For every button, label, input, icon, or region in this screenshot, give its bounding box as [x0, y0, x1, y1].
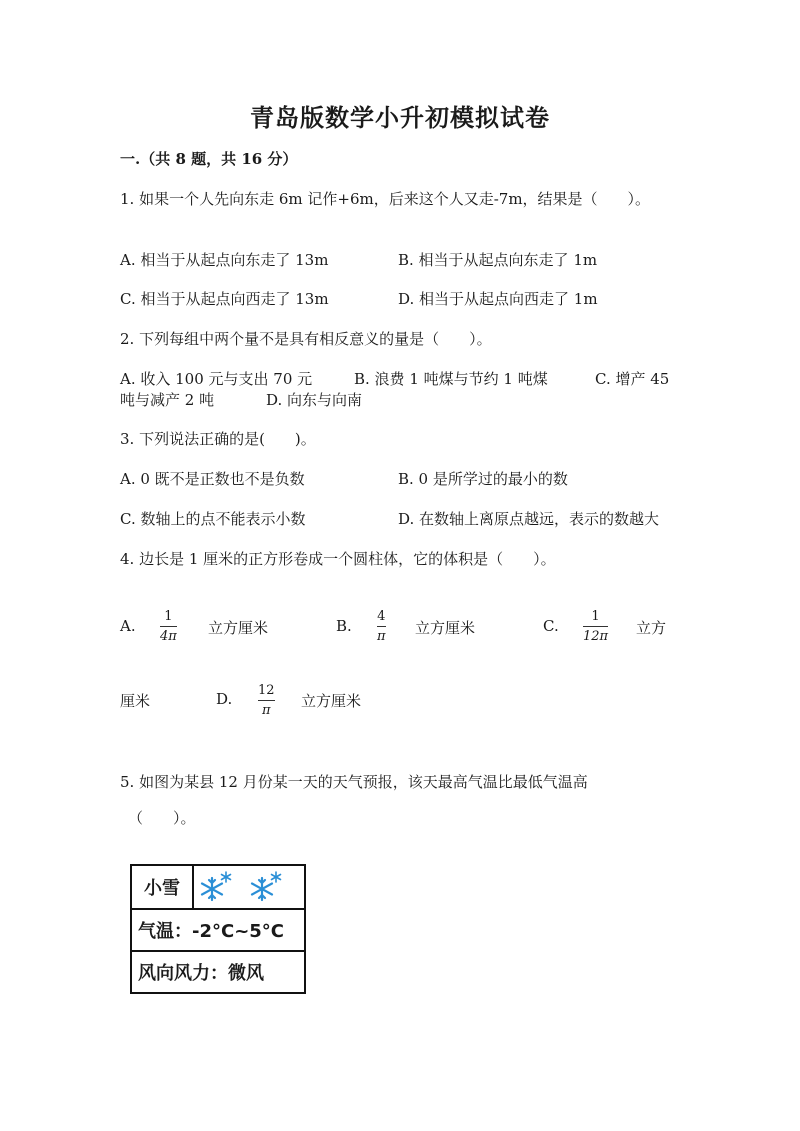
weather-condition-label: 小雪 [132, 866, 194, 908]
question-2-option-c: C. 增产 45 [595, 370, 670, 388]
question-4-option-c-unit: 立方 [636, 619, 667, 637]
question-4-option-b-label: B. [336, 617, 352, 635]
question-2-option-a: A. 收入 100 元与支出 70 元 [120, 370, 313, 388]
fraction-bar [583, 626, 608, 627]
fraction-bar [377, 626, 386, 627]
question-4-option-d-label: D. [216, 690, 233, 708]
weather-row-wind [132, 952, 304, 992]
question-4-option-d-unit: 立方厘米 [301, 692, 362, 710]
snowflake-icon [248, 870, 284, 904]
page-title: 青岛版数学小升初模拟试卷 [250, 103, 550, 132]
fraction-numerator: 4 [377, 609, 386, 624]
fraction-numerator: 12 [258, 683, 275, 698]
question-3-stem: 3. 下列说法正确的是( )。 [120, 430, 316, 448]
fraction-denominator: 12π [583, 629, 609, 644]
fraction-bar [258, 700, 275, 701]
question-4-option-c-unit-cont: 厘米 [120, 692, 151, 710]
weather-forecast-card [130, 864, 306, 994]
question-1-option-a: A. 相当于从起点向东走了 13m [120, 251, 329, 269]
weather-row-condition [132, 866, 304, 910]
question-3-option-b: B. 0 是所学过的最小的数 [398, 470, 568, 488]
question-2-option-d: D. 向东与向南 [266, 391, 363, 409]
question-4-option-b-unit: 立方厘米 [415, 619, 476, 637]
question-1-option-d: D. 相当于从起点向西走了 1m [398, 290, 598, 308]
question-1-stem: 1. 如果一个人先向东走 6m 记作+6m，后来这个人又走-7m，结果是（ ）。 [120, 190, 651, 208]
question-2-option-b: B. 浪费 1 吨煤与节约 1 吨煤 [354, 370, 548, 388]
question-3-option-a: A. 0 既不是正数也不是负数 [120, 470, 305, 488]
question-2-stem: 2. 下列每组中两个量不是具有相反意义的量是（ ）。 [120, 330, 492, 348]
question-4-option-a-label: A. [120, 617, 136, 635]
question-3-option-d: D. 在数轴上离原点越远，表示的数越大 [398, 510, 660, 528]
question-5-stem: 5. 如图为某县 12 月份某一天的天气预报，该天最高气温比最低气温高 [120, 773, 588, 791]
question-4-option-b-fraction [377, 608, 386, 645]
fraction-denominator: π [262, 703, 271, 718]
question-3-option-c: C. 数轴上的点不能表示小数 [120, 510, 306, 528]
question-4-option-c-fraction [583, 608, 608, 645]
question-1-option-b: B. 相当于从起点向东走了 1m [398, 251, 598, 269]
question-1-option-c: C. 相当于从起点向西走了 13m [120, 290, 329, 308]
fraction-numerator: 1 [164, 609, 173, 624]
question-4-option-a-unit: 立方厘米 [208, 619, 269, 637]
weather-wind: 风向风力：微风 [138, 963, 264, 984]
weather-temperature: 气温：-2°C~5°C [138, 921, 285, 942]
question-4-option-c-label: C. [543, 617, 559, 635]
fraction-numerator: 1 [591, 609, 600, 624]
weather-row-temperature [132, 910, 304, 952]
question-4-option-d-fraction [258, 682, 275, 719]
fraction-denominator: π [377, 629, 386, 644]
question-5-stem-cont: （ ）。 [128, 809, 196, 827]
question-2-option-c-cont: 吨与减产 2 吨 [120, 391, 215, 409]
question-4-stem: 4. 边长是 1 厘米的正方形卷成一个圆柱体，它的体积是（ ）。 [120, 550, 556, 568]
fraction-bar [160, 626, 177, 627]
fraction-denominator: 4π [160, 629, 177, 644]
weather-icons [198, 870, 284, 904]
question-4-option-a-fraction [160, 608, 177, 645]
snowflake-icon [198, 870, 234, 904]
section-heading: 一.（共 8 题，共 16 分） [120, 150, 298, 168]
